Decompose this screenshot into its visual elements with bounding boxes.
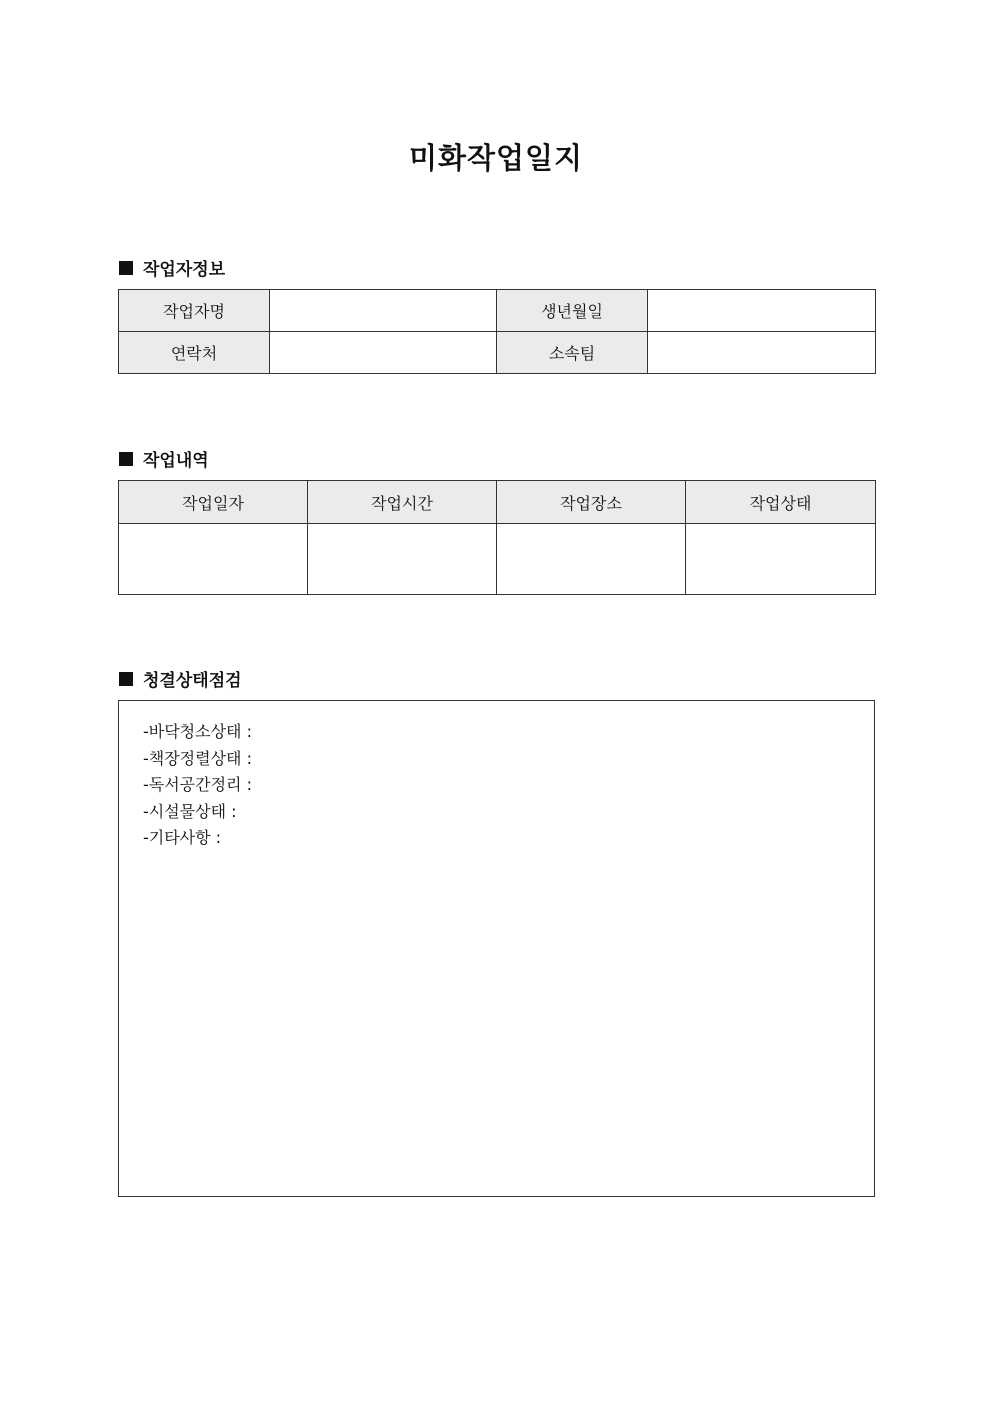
- worker-info-table: [118, 289, 876, 374]
- field-birth-date[interactable]: [648, 290, 876, 332]
- label-contact: 연락처: [119, 332, 270, 374]
- section-heading-worker-info: [119, 255, 225, 280]
- field-team[interactable]: [648, 332, 876, 374]
- check-list: [119, 701, 874, 852]
- label-worker-name: 작업자명: [119, 290, 270, 332]
- field-work-time[interactable]: [308, 524, 497, 595]
- check-item-facilities: -시설물상태 :: [143, 801, 237, 821]
- table-header-row: [119, 481, 876, 524]
- field-worker-name[interactable]: [270, 290, 497, 332]
- check-item-other: -기타사항 :: [143, 828, 222, 847]
- table-row: [119, 332, 876, 374]
- column-header-work-date: 작업일자: [119, 481, 308, 524]
- section-title: 청결상태점검: [143, 671, 242, 691]
- section-title: 작업자정보: [143, 260, 226, 280]
- check-item-reading-space: -독서공간정리 :: [143, 775, 252, 794]
- column-header-work-location: 작업장소: [497, 481, 686, 524]
- square-bullet-icon: [119, 452, 133, 466]
- field-contact[interactable]: [270, 332, 497, 374]
- label-birth-date: 생년월일: [497, 290, 648, 332]
- field-work-status[interactable]: [686, 524, 876, 595]
- label-team: 소속팀: [497, 332, 648, 374]
- field-work-location[interactable]: [497, 524, 686, 595]
- column-header-work-status: 작업상태: [686, 481, 876, 524]
- check-item-floor: -바닥청소상태 :: [143, 722, 252, 741]
- table-row: [119, 290, 876, 332]
- square-bullet-icon: [119, 261, 133, 275]
- field-work-date[interactable]: [119, 524, 308, 595]
- section-heading-work-details: [119, 446, 209, 471]
- column-header-work-time: 작업시간: [308, 481, 497, 524]
- cleaning-check-box[interactable]: [118, 700, 875, 1197]
- section-heading-cleaning-check: [119, 666, 242, 691]
- section-title: 작업내역: [143, 451, 209, 471]
- document-title: 미화작업일지: [408, 141, 584, 175]
- square-bullet-icon: [119, 672, 133, 686]
- work-details-table: [118, 480, 876, 595]
- check-item-bookshelf: -책장정렬상태 :: [143, 748, 252, 768]
- table-row: [119, 524, 876, 595]
